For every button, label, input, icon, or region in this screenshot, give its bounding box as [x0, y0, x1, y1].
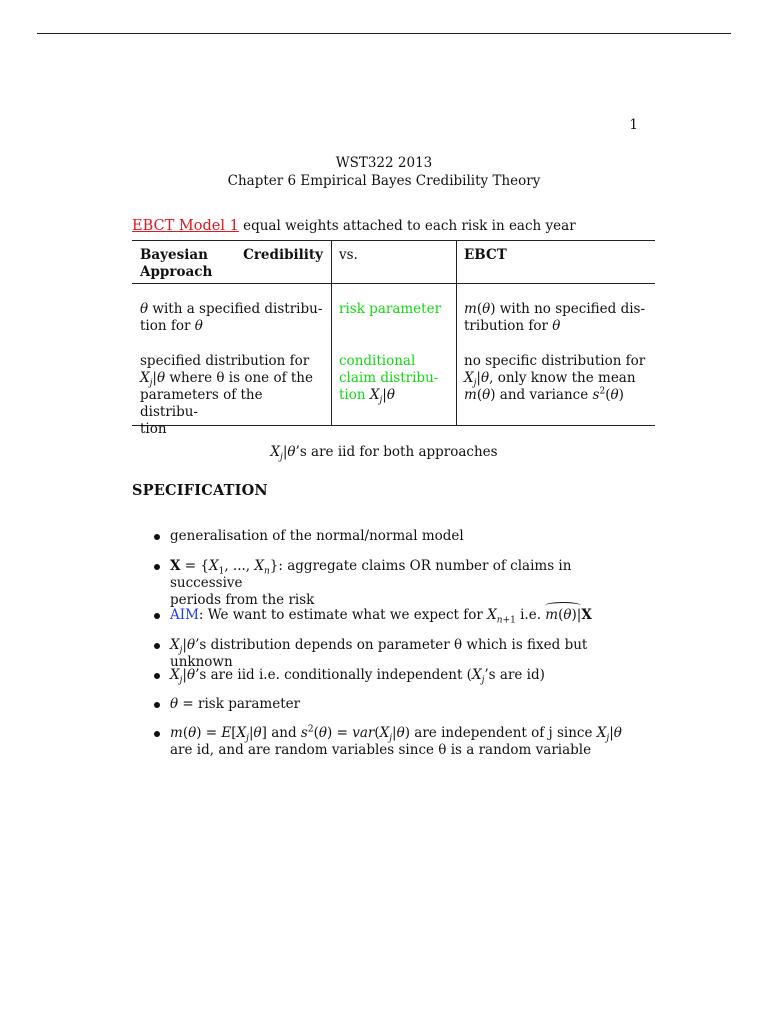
row1-ebct-l2: tribution for	[464, 318, 553, 334]
bullet-text: θ = risk parameter	[170, 696, 301, 712]
bullet-text: $X = \{X_1$, ..., $X_n$}: aggregate claims OR number of claims in successive periods from the risk	[170, 558, 572, 608]
row1-bayesian-l2: tion for	[140, 318, 195, 334]
bullet-text: $X_j|\theta’s$ are iid i.e. conditionally independent ($X_j’s$ are id)	[170, 667, 545, 686]
row1-middle: risk parameter	[339, 301, 442, 317]
row2-ebct-l2: , only know the mean	[489, 370, 636, 386]
chapter-title: Chapter 6 Empirical Bayes Credibility Theory	[227, 173, 541, 189]
header-bayesian-word1: Bayesian	[140, 247, 208, 263]
row2-bayesian-l3: parameters of the distribu-	[140, 387, 263, 420]
row2-ebct: no specific distribution for $X_j|\theta$, only know the mean m(θ) and variance $s^2(\theta)$	[464, 353, 649, 404]
row2-bayesian-l4: tion	[140, 421, 167, 437]
row2-bayesian: specified distribution for $X_j|\theta$ where θ is one of the parameters of the distribu- tion	[140, 353, 323, 438]
bullet-icon	[154, 702, 160, 708]
bullet-icon	[154, 613, 160, 619]
bullet-icon	[154, 564, 160, 570]
bullet-icon	[154, 643, 160, 649]
header-bayesian-word2: Credibility	[243, 247, 323, 263]
bullet-text: AIM: We want to estimate what we expect for $X_{n+1}$ i.e. m(θ)|X	[170, 607, 640, 624]
row2-middle-l2: claim distribu-	[339, 370, 439, 386]
row2-bayesian-l1: specified distribution for	[140, 353, 310, 369]
bullet-icon	[154, 731, 160, 737]
bullet-icon	[154, 534, 160, 540]
row1-bayesian: θ with a specified distribu- tion for θ	[140, 301, 323, 334]
row2-ebct-l1: no specific distribution for	[464, 353, 646, 369]
model-line	[132, 218, 576, 235]
page-number: 1	[629, 117, 638, 133]
model-description: equal weights attached to each risk in each year	[243, 218, 576, 234]
row2-middle: conditional claim distribu- tion $X_j|\theta$	[339, 353, 450, 404]
model-link[interactable]: EBCT Model 1	[132, 218, 239, 234]
table-caption: $X_j|\theta’s$ are iid for both approaches	[270, 444, 498, 463]
bullet-text: $m(\theta) = E[X_j|\theta]$ and $s^2(\theta) = var(X_j|\theta)$ are independent of j since $X_j|\theta$ are id, and are random variables since θ is a random variable	[170, 724, 622, 758]
course-title: WST322 2013	[335, 155, 433, 171]
bullet-icon	[154, 673, 160, 679]
row1-bayesian-l1: with a specified distribu-	[148, 301, 323, 317]
row1-ebct-l1: with no specified dis-	[495, 301, 646, 317]
table-header-rule	[132, 283, 655, 284]
row2-ebct-l3: and variance	[495, 387, 593, 403]
header-bayesian-line2: Approach	[140, 264, 213, 280]
row2-middle-l1: conditional	[339, 353, 416, 369]
section-title: SPECIFICATION	[132, 482, 268, 499]
header-ebct: EBCT	[464, 247, 507, 263]
bullet-text: $X_j|\theta’s$ distribution depends on parameter θ which is fixed but unknown	[170, 637, 588, 670]
row1-ebct: m(θ) with no specified dis- tribution for θ	[464, 301, 646, 334]
table-divider-2	[456, 240, 457, 425]
row2-middle-l3: tion	[339, 387, 370, 403]
header-rule	[37, 33, 731, 34]
row2-bayesian-l2: where θ is one of the	[165, 370, 313, 386]
bullet-text: generalisation of the normal/normal model	[170, 528, 464, 544]
aim-label: AIM	[170, 607, 199, 623]
header-bayesian	[140, 247, 323, 281]
header-vs: vs.	[339, 247, 358, 263]
table-top-rule	[132, 240, 655, 241]
table-divider-1	[331, 240, 332, 425]
